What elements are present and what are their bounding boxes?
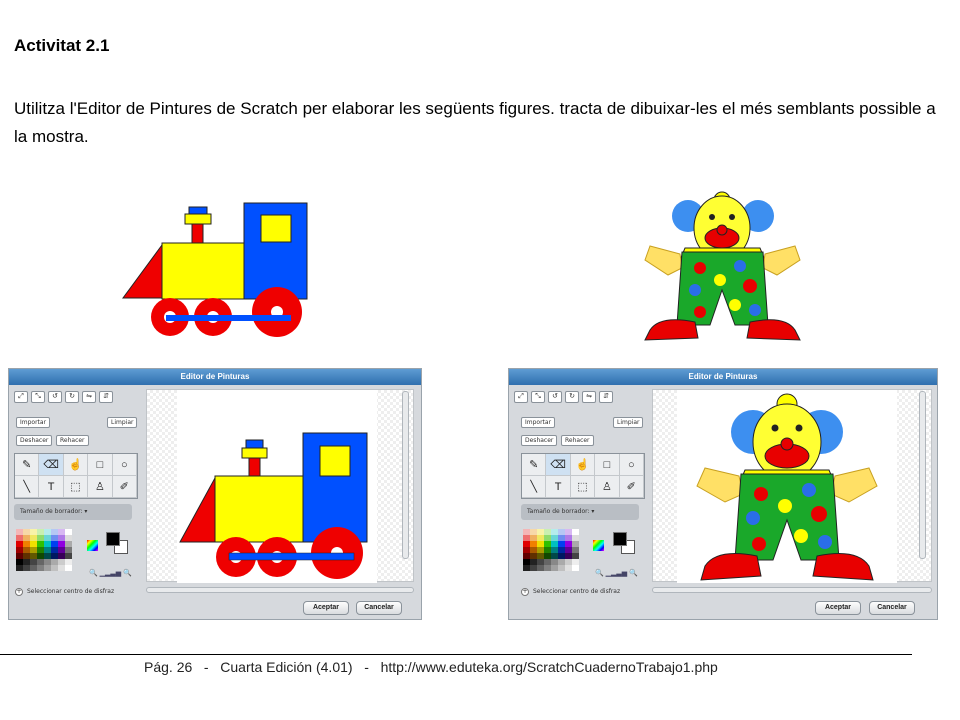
set-center-control[interactable]	[521, 588, 620, 596]
vertical-scrollbar[interactable]	[402, 391, 409, 559]
paint-editor-window-clown	[508, 368, 938, 620]
page-footer: Pág. 26 - Cuarta Edición (4.01) - http://www.eduteka.org/ScratchCuadernoTrabajo1.php	[144, 659, 718, 675]
undo-button[interactable]: Deshacer	[16, 435, 52, 446]
clown-sample-image	[640, 190, 805, 343]
set-center-control[interactable]	[15, 588, 114, 596]
rectangle-icon[interactable]: □	[595, 454, 619, 476]
clear-button[interactable]: Limpiar	[107, 417, 137, 428]
eraser-icon[interactable]: ⌫	[546, 454, 570, 476]
editor-title: Editor de Pinturas	[9, 369, 421, 385]
footer-edition: Cuarta Edición (4.01)	[220, 659, 353, 675]
eraser-size-selector[interactable]	[521, 504, 639, 520]
undo-button[interactable]: Deshacer	[521, 435, 557, 446]
set-center-label: Seleccionar centro de disfraz	[27, 588, 115, 595]
fill-icon[interactable]: ☝	[64, 454, 88, 476]
clown-drawing	[653, 390, 933, 583]
footer-divider	[0, 654, 912, 655]
tool-palette	[14, 453, 138, 499]
color-picker-icon[interactable]	[593, 540, 604, 551]
rectangle-icon[interactable]: □	[88, 454, 112, 476]
paint-editor-window-train	[8, 368, 422, 620]
drawing-canvas[interactable]	[652, 389, 932, 582]
crosshair-icon: +	[522, 588, 528, 595]
eyedropper-icon[interactable]: ✐	[620, 476, 644, 498]
ellipse-icon[interactable]: ○	[620, 454, 644, 476]
cancel-button[interactable]: Cancelar	[356, 601, 402, 615]
activity-heading: Activitat 2.1	[14, 36, 110, 55]
stamp-icon[interactable]: ♙	[595, 476, 619, 498]
color-palette[interactable]	[523, 529, 585, 577]
eraser-size-label: Tamaño de borrador: ▾	[527, 508, 595, 515]
activity-instructions: Utilitza l'Editor de Pintures de Scratch per elaborar les següents figures. tracta de dibuixar-les el més semblants possible a la mostra.	[14, 99, 936, 146]
import-button[interactable]: Importar	[16, 417, 50, 428]
zoom-slider-icon[interactable]: 🔍 ▁▂▃▅ 🔍	[89, 570, 132, 577]
import-button[interactable]: Importar	[521, 417, 555, 428]
select-icon[interactable]: ⬚	[64, 476, 88, 498]
flip-vertical-icon[interactable]: ⇵	[599, 391, 613, 403]
eraser-size-label: Tamaño de borrador: ▾	[20, 508, 88, 515]
horizontal-scrollbar[interactable]	[146, 587, 414, 593]
color-palette[interactable]	[16, 529, 78, 577]
zoom-slider-icon[interactable]: 🔍 ▁▂▃▅ 🔍	[595, 570, 638, 577]
accept-button[interactable]: Aceptar	[303, 601, 349, 615]
cancel-button[interactable]: Cancelar	[869, 601, 915, 615]
fg-bg-color-swatches[interactable]	[613, 532, 637, 556]
fill-icon[interactable]: ☝	[571, 454, 595, 476]
rotate-left-icon[interactable]: ↺	[548, 391, 562, 403]
redo-button[interactable]: Rehacer	[561, 435, 594, 446]
footer-page: Pág. 26	[144, 659, 193, 675]
clear-button[interactable]: Limpiar	[613, 417, 643, 428]
horizontal-scrollbar[interactable]	[652, 587, 932, 593]
drawing-canvas[interactable]	[146, 389, 414, 582]
transform-toolbar	[14, 391, 113, 403]
ellipse-icon[interactable]: ○	[113, 454, 137, 476]
set-center-label: Seleccionar centro de disfraz	[533, 588, 621, 595]
rotate-right-icon[interactable]: ↻	[65, 391, 79, 403]
transform-toolbar	[514, 391, 613, 403]
text-icon[interactable]: T	[39, 476, 63, 498]
tool-palette	[521, 453, 645, 499]
redo-button[interactable]: Rehacer	[56, 435, 89, 446]
line-icon[interactable]: ╲	[15, 476, 39, 498]
train-drawing	[147, 390, 415, 583]
brush-icon[interactable]: ✎	[15, 454, 39, 476]
train-sample-image	[118, 195, 313, 345]
flip-vertical-icon[interactable]: ⇵	[99, 391, 113, 403]
flip-horizontal-icon[interactable]: ⇋	[582, 391, 596, 403]
grow-icon[interactable]: ⤢	[14, 391, 28, 403]
eraser-size-selector[interactable]	[14, 504, 132, 520]
footer-url[interactable]: http://www.eduteka.org/ScratchCuadernoTrabajo1.php	[380, 659, 718, 675]
stamp-icon[interactable]: ♙	[88, 476, 112, 498]
shrink-icon[interactable]: ⤡	[31, 391, 45, 403]
flip-horizontal-icon[interactable]: ⇋	[82, 391, 96, 403]
eraser-icon[interactable]: ⌫	[39, 454, 63, 476]
select-icon[interactable]: ⬚	[571, 476, 595, 498]
shrink-icon[interactable]: ⤡	[531, 391, 545, 403]
vertical-scrollbar[interactable]	[919, 391, 926, 559]
editor-title: Editor de Pinturas	[509, 369, 937, 385]
eyedropper-icon[interactable]: ✐	[113, 476, 137, 498]
rotate-left-icon[interactable]: ↺	[48, 391, 62, 403]
line-icon[interactable]: ╲	[522, 476, 546, 498]
brush-icon[interactable]: ✎	[522, 454, 546, 476]
color-picker-icon[interactable]	[87, 540, 98, 551]
fg-bg-color-swatches[interactable]	[106, 532, 130, 556]
grow-icon[interactable]: ⤢	[514, 391, 528, 403]
rotate-right-icon[interactable]: ↻	[565, 391, 579, 403]
text-icon[interactable]: T	[546, 476, 570, 498]
crosshair-icon: +	[16, 588, 22, 595]
accept-button[interactable]: Aceptar	[815, 601, 861, 615]
